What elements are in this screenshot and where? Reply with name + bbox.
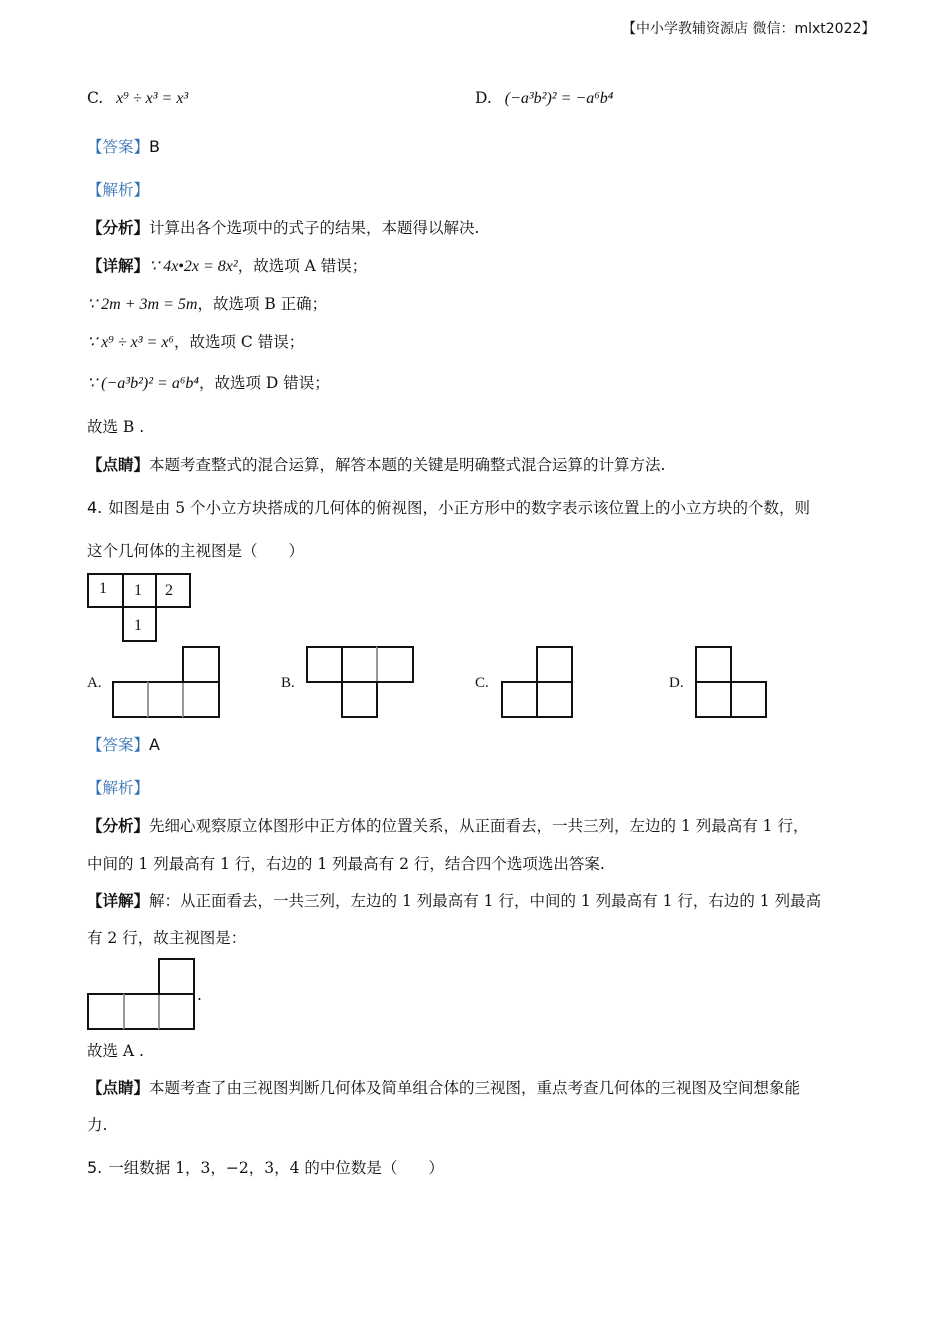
q3-option-d-expr: (−a³b²)² = −a⁶b⁴ <box>504 90 614 107</box>
q3-detail-2 <box>87 294 327 315</box>
grid-number: 1 <box>99 580 107 597</box>
q3-analysis-tag: 【解析】 <box>87 181 150 199</box>
view-square <box>341 646 378 683</box>
page-header: 【中小学教辅资源店 微信：mlxt2022】 <box>622 21 876 37</box>
q4-answer <box>87 735 160 755</box>
q4-dianjing-tag: 【点睛】 <box>87 1078 150 1097</box>
view-square <box>536 681 573 718</box>
q4-text-line1: 如图是由 5 个小立方块搭成的几何体的俯视图，小正方形中的数字表示该位置上的小立方块的个数，则 <box>108 499 810 517</box>
view-square <box>147 681 184 718</box>
q4-dianjing-line1 <box>87 1078 800 1098</box>
view-square <box>112 681 149 718</box>
q4-option-a-label: A. <box>87 675 102 691</box>
view-square <box>306 646 343 683</box>
q3-detail-4-expr: ∵ (−a³b²)² = a⁶b⁴ <box>87 375 199 392</box>
view-square <box>341 681 378 718</box>
q4-answer-value: A <box>149 735 160 754</box>
view-square <box>730 681 767 718</box>
q4-choose: 故选 A . <box>87 1042 144 1060</box>
q3-detail-1-text: ，故选项 A 错误； <box>237 257 368 275</box>
q4-option-b-label: B. <box>281 675 295 691</box>
q4-xiangjie-line1 <box>87 891 821 911</box>
view-square <box>123 993 160 1030</box>
q3-dianjing <box>87 455 665 475</box>
view-square <box>182 646 220 683</box>
q3-answer <box>87 137 160 157</box>
grid-number: 2 <box>165 582 173 599</box>
q3-fenxi-tag: 【分析】 <box>87 218 150 237</box>
q5-text: 一组数据 1，3，−2，3，4 的中位数是（ ） <box>108 1159 444 1177</box>
q3-option-d <box>475 88 613 109</box>
q3-detail-3-text: ，故选项 C 错误； <box>173 333 305 351</box>
q3-option-c-label: C. <box>87 89 104 107</box>
q4-fenxi-line2: 中间的 1 列最高有 1 行，右边的 1 列最高有 2 行，结合四个选项选出答案. <box>87 855 605 873</box>
q4-option-c-label: C. <box>475 675 489 691</box>
q3-xiangjie-tag: 【详解】 <box>87 256 150 275</box>
q3-fenxi <box>87 218 479 238</box>
view-square <box>158 958 195 995</box>
q3-dianjing-tag: 【点睛】 <box>87 455 150 474</box>
grid-number: 1 <box>134 582 142 599</box>
view-square <box>87 993 125 1030</box>
q3-fenxi-text: 计算出各个选项中的式子的结果，本题得以解决. <box>149 219 480 237</box>
q3-detail-1 <box>87 256 367 277</box>
q4-solution-period: . <box>197 986 202 1004</box>
view-square <box>182 681 220 718</box>
q4-xiangjie-tag: 【详解】 <box>87 891 150 910</box>
q3-answer-value: B <box>149 137 160 156</box>
view-square <box>501 681 538 718</box>
grid-number: 1 <box>134 617 142 634</box>
q3-detail-4 <box>87 373 330 394</box>
q4-fenxi-text1: 先细心观察原立体图形中正方体的位置关系，从正面看去，一共三列，左边的 1 列最高有 1 行， <box>149 817 809 835</box>
q4-answer-tag: 【答案】 <box>87 736 150 754</box>
q4-xiangjie-line2: 有 2 行，故主视图是： <box>87 929 247 947</box>
q4-fenxi-line1 <box>87 816 808 836</box>
q4-question-line2: 这个几何体的主视图是（ ） <box>87 542 305 560</box>
q4-analysis-tag: 【解析】 <box>87 779 150 797</box>
q3-detail-3-expr: ∵ x⁹ ÷ x³ = x⁶ <box>87 334 174 351</box>
q4-xiangjie-text1: 解：从正面看去，一共三列，左边的 1 列最高有 1 行，中间的 1 列最高有 1 行，右边的 1 列最高 <box>149 892 822 910</box>
q5-question <box>87 1158 444 1178</box>
view-square <box>695 681 732 718</box>
view-square <box>695 646 732 683</box>
q3-answer-tag: 【答案】 <box>87 138 150 156</box>
q3-option-c-expr: x⁹ ÷ x³ = x³ <box>116 90 189 107</box>
q3-detail-1-expr: ∵ 4x•2x = 8x² <box>149 258 238 275</box>
q3-option-c <box>87 88 188 109</box>
q4-question-line1 <box>87 498 810 518</box>
view-square <box>536 646 573 683</box>
q3-detail-3 <box>87 332 304 353</box>
q3-dianjing-text: 本题考查整式的混合运算，解答本题的关键是明确整式混合运算的计算方法. <box>149 456 666 474</box>
view-square <box>158 993 195 1030</box>
q4-dianjing-text1: 本题考查了由三视图判断几何体及简单组合体的三视图，重点考查几何体的三视图及空间想象能 <box>149 1079 801 1097</box>
view-square <box>376 646 414 683</box>
grid-cell <box>155 573 191 608</box>
q3-option-d-label: D. <box>475 89 492 107</box>
q3-choose: 故选 B . <box>87 418 145 436</box>
q4-number: 4. <box>87 498 103 517</box>
q4-dianjing-line2: 力. <box>87 1116 108 1134</box>
q4-fenxi-tag: 【分析】 <box>87 816 150 835</box>
q3-detail-2-text: ，故选项 B 正确； <box>197 295 328 313</box>
q4-option-d-label: D. <box>669 675 684 691</box>
q3-detail-4-text: ，故选项 D 错误； <box>198 374 330 392</box>
q5-number: 5. <box>87 1158 103 1177</box>
q3-detail-2-expr: ∵ 2m + 3m = 5m <box>87 296 198 313</box>
